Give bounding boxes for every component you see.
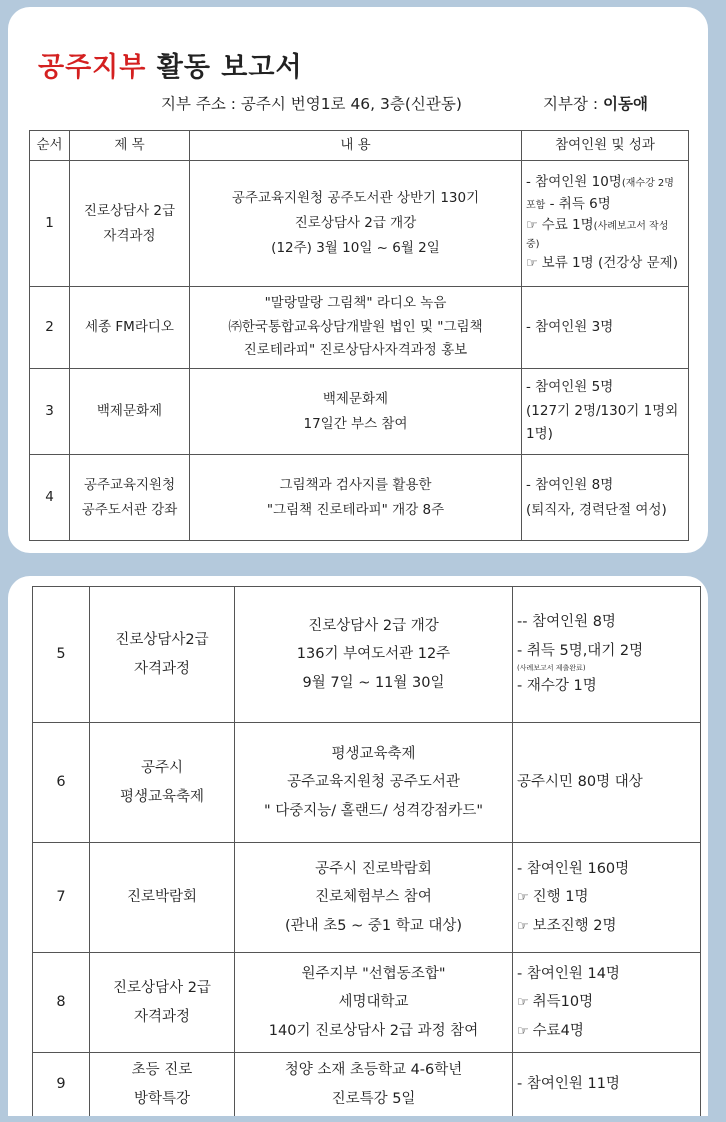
activity-table bbox=[29, 130, 689, 541]
hand-pointing-icon: ☞ bbox=[517, 890, 529, 906]
row-result bbox=[513, 953, 701, 1053]
title-branch: 공주지부 bbox=[38, 52, 147, 83]
row-result bbox=[522, 161, 689, 287]
result-line: 취득10명 bbox=[532, 994, 594, 1011]
row-content bbox=[235, 843, 513, 953]
table-row bbox=[33, 1053, 701, 1117]
content-line: 공주시 진로박람회 bbox=[315, 861, 432, 878]
title-line: 초등 진로 bbox=[131, 1062, 193, 1079]
col-header-content: 내 용 bbox=[190, 131, 522, 161]
col-header-no: 순서 bbox=[30, 131, 70, 161]
result-line: (127기 2명/130기 1명외 bbox=[526, 402, 679, 419]
row-result bbox=[513, 587, 701, 723]
hand-pointing-icon: ☞ bbox=[517, 918, 529, 934]
content-line: (관내 초5 ~ 중1 학교 대상) bbox=[284, 917, 462, 934]
result-line: - 재수강 1명 bbox=[517, 678, 597, 695]
content-line: (12주) 3월 10일 ~ 6월 2일 bbox=[271, 239, 440, 256]
title-line: 공주도서관 강좌 bbox=[81, 501, 178, 518]
result-line: (퇴직자, 경력단절 여성) bbox=[526, 501, 667, 518]
content-line: 진로특강 5일 bbox=[331, 1090, 416, 1107]
result-note: (사례보고서 작성 bbox=[593, 221, 669, 233]
row-title bbox=[70, 369, 190, 455]
content-line: 공주교육지원청 공주도서관 bbox=[287, 774, 460, 791]
title-line: 진로상담사 2급 bbox=[113, 980, 211, 997]
title-line: 백제문화제 bbox=[96, 403, 163, 420]
content-line: ㈜한국통합교육상담개발원 법인 및 "그림책 bbox=[228, 318, 483, 335]
row-content bbox=[190, 287, 522, 369]
row-no: 7 bbox=[33, 843, 90, 953]
row-title bbox=[70, 287, 190, 369]
title-line: 자격과정 bbox=[103, 227, 156, 244]
row-result bbox=[522, 369, 689, 455]
hand-pointing-icon: ☞ bbox=[526, 218, 538, 234]
content-line: "그림책 진로테라피" 개강 8주 bbox=[266, 501, 445, 518]
title-line: 공주시 bbox=[140, 760, 184, 777]
row-no: 9 bbox=[33, 1053, 90, 1117]
branch-head-name: 이동애 bbox=[603, 95, 648, 113]
result-line: 보류 1명 (건강상 문제) bbox=[541, 255, 678, 272]
content-line: 평생교육축제 bbox=[331, 746, 416, 763]
result-line: 수료4명 bbox=[532, 1022, 584, 1039]
content-line: 진로체험부스 참여 bbox=[315, 889, 432, 906]
result-line: - 참여인원 10명 bbox=[526, 174, 622, 191]
title-line: 공주교육지원청 bbox=[83, 476, 176, 493]
result-line: - 참여인원 8명 bbox=[526, 476, 614, 493]
row-title bbox=[90, 587, 235, 723]
title-line: 자격과정 bbox=[133, 1008, 191, 1025]
result-line: - 참여인원 160명 bbox=[517, 861, 630, 878]
page-title bbox=[38, 45, 303, 84]
row-no: 1 bbox=[30, 161, 70, 287]
title-report: 활동 보고서 bbox=[156, 52, 303, 83]
result-line: 수료 1명 bbox=[541, 217, 594, 234]
content-line: 9월 7일 ~ 11월 30일 bbox=[302, 674, 445, 691]
content-line: "말랑말랑 그림책" 라디오 녹음 bbox=[264, 295, 447, 312]
row-content bbox=[190, 455, 522, 541]
content-line: 140기 진로상담사 2급 과정 참여 bbox=[268, 1022, 479, 1039]
branch-head-label: 지부장 : bbox=[543, 95, 603, 113]
table-row bbox=[33, 587, 701, 723]
row-title bbox=[70, 455, 190, 541]
row-content bbox=[190, 161, 522, 287]
title-line: 평생교육축제 bbox=[119, 788, 205, 805]
title-line: 진로상담사 2급 bbox=[83, 202, 176, 219]
result-line: - 참여인원 14명 bbox=[517, 966, 620, 983]
table-row bbox=[30, 287, 689, 369]
table-row bbox=[30, 369, 689, 455]
table-row bbox=[33, 723, 701, 843]
content-line: 원주지부 "선협동조합" bbox=[301, 966, 446, 983]
activity-table-continued bbox=[32, 586, 701, 1116]
content-line: 진로상담사 2급 개강 bbox=[294, 215, 417, 232]
col-header-result: 참여인원 및 성과 bbox=[522, 131, 689, 161]
col-header-title: 제 목 bbox=[70, 131, 190, 161]
row-content bbox=[235, 953, 513, 1053]
row-title bbox=[90, 953, 235, 1053]
row-title bbox=[70, 161, 190, 287]
title-line: 방학특강 bbox=[133, 1090, 191, 1107]
hand-pointing-icon: ☞ bbox=[526, 256, 538, 272]
row-no: 4 bbox=[30, 455, 70, 541]
row-no: 2 bbox=[30, 287, 70, 369]
report-page-1 bbox=[8, 7, 708, 553]
result-note: (재수강 2명 bbox=[621, 178, 674, 190]
result-note: (사례보고서 제출완료) bbox=[517, 663, 586, 672]
row-result bbox=[513, 843, 701, 953]
result-line: - 참여인원 5명 bbox=[526, 379, 614, 396]
table-header-row bbox=[30, 131, 689, 161]
table-row bbox=[30, 161, 689, 287]
content-line: 백제문화제 bbox=[322, 390, 389, 407]
title-line: 진로박람회 bbox=[126, 889, 198, 906]
row-title bbox=[90, 1053, 235, 1117]
result-line: - 참여인원 11명 bbox=[517, 1076, 620, 1093]
result-line: -- 참여인원 8명 bbox=[517, 614, 616, 631]
row-content bbox=[235, 587, 513, 723]
row-content bbox=[235, 1053, 513, 1117]
table-row bbox=[33, 953, 701, 1053]
row-title bbox=[90, 843, 235, 953]
content-line: 136기 부여도서관 12주 bbox=[296, 646, 451, 663]
row-result bbox=[522, 455, 689, 541]
row-no: 3 bbox=[30, 369, 70, 455]
content-line: 공주교육지원청 공주도서관 상반기 130기 bbox=[231, 190, 480, 207]
content-line: 17일간 부스 참여 bbox=[303, 415, 408, 432]
content-line: 청양 소재 초등학교 4-6학년 bbox=[284, 1062, 463, 1079]
row-title bbox=[90, 723, 235, 843]
result-note: 중) bbox=[526, 239, 540, 251]
table-row bbox=[33, 843, 701, 953]
row-content bbox=[235, 723, 513, 843]
result-line: 보조진행 2명 bbox=[532, 917, 617, 934]
title-line: 진로상담사2급 bbox=[115, 632, 209, 649]
branch-head bbox=[543, 92, 648, 114]
row-no: 8 bbox=[33, 953, 90, 1053]
result-line: - 참여인원 3명 bbox=[526, 319, 614, 336]
result-line: 1명) bbox=[526, 426, 553, 443]
content-line: 세명대학교 bbox=[338, 994, 409, 1011]
result-line: 공주시민 80명 대상 bbox=[517, 774, 643, 791]
result-line: - 취득 6명 bbox=[545, 195, 611, 212]
row-result bbox=[513, 1053, 701, 1117]
report-page-2 bbox=[8, 576, 708, 1116]
content-line: 진로상담사 2급 개강 bbox=[308, 618, 439, 635]
row-result bbox=[513, 723, 701, 843]
title-line: 세종 FM라디오 bbox=[85, 319, 174, 336]
content-line: " 다중지능/ 홀랜드/ 성격강점카드" bbox=[263, 802, 484, 819]
content-line: 진로테라피" 진로상담사자격과정 홍보 bbox=[243, 342, 468, 359]
row-content bbox=[190, 369, 522, 455]
row-result bbox=[522, 287, 689, 369]
hand-pointing-icon: ☞ bbox=[517, 995, 529, 1011]
row-no: 6 bbox=[33, 723, 90, 843]
result-line: - 취득 5명,대기 2명 bbox=[517, 642, 644, 659]
content-line: 그림책과 검사지를 활용한 bbox=[279, 476, 432, 493]
table-row bbox=[30, 455, 689, 541]
row-no: 5 bbox=[33, 587, 90, 723]
hand-pointing-icon: ☞ bbox=[517, 1023, 529, 1039]
result-note: 포함 bbox=[526, 199, 546, 211]
result-line: 진행 1명 bbox=[532, 889, 589, 906]
title-line: 자격과정 bbox=[133, 660, 191, 677]
branch-address: 지부 주소 : 공주시 번영1로 46, 3층(신관동) bbox=[161, 95, 462, 113]
